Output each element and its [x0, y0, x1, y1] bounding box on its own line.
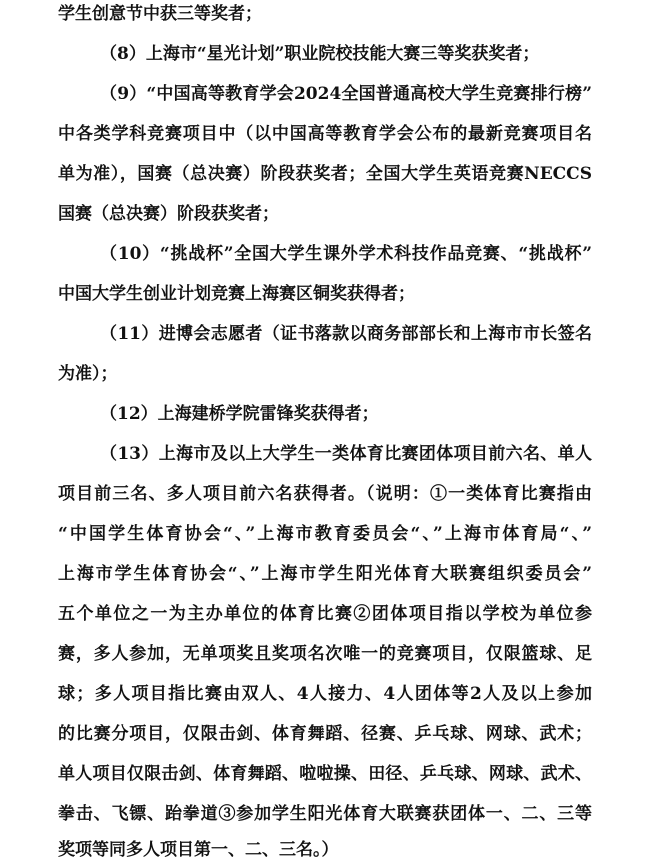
text-line: 国赛（总决赛）阶段获奖者；	[58, 204, 279, 224]
text-line: 奖项等同多人项目第一、二、三名。）	[58, 840, 339, 860]
list-item-12: （12）上海建桥学院雷锋奖获得者；	[100, 404, 379, 424]
text-line: 球；多人项目指比赛由双人、4人接力、4人团体等2人及以上参加	[58, 684, 592, 704]
text-line: 为准）；	[58, 364, 118, 384]
text-line: 中各类学科竞赛项目中（以中国高等教育学会公布的最新竞赛项目名	[58, 124, 592, 144]
text-line: 单为准），国赛（总决赛）阶段获奖者；全国大学生英语竞赛NECCS	[58, 164, 592, 184]
text-line: 中国大学生创业计划竞赛上海赛区铜奖获得者；	[58, 284, 415, 304]
text-line: 的比赛分项目，仅限击剑、体育舞蹈、径赛、乒乓球、网球、武术；	[58, 724, 592, 744]
list-item-13: （13）上海市及以上大学生一类体育比赛团体项目前六名、单人	[100, 444, 592, 464]
text-line: “中国学生体育协会“、”上海市教育委员会“、”上海市体育局“、”	[58, 524, 592, 544]
list-item-8: （8）上海市“星光计划”职业院校技能大赛三等奖获奖者；	[100, 44, 540, 64]
text-line: 拳击、飞镖、跆拳道③参加学生阳光体育大联赛获团体一、二、三等	[58, 804, 592, 824]
text-line: 上海市学生体育协会“、”上海市学生阳光体育大联赛组织委员会”	[58, 564, 592, 584]
list-item-11: （11）进博会志愿者（证书落款以商务部部长和上海市市长签名	[100, 324, 592, 344]
text-line: 赛，多人参加，无单项奖且奖项名次唯一的竞赛项目，仅限篮球、足	[58, 644, 592, 664]
text-line: 项目前三名、多人项目前六名获得者。（说明：①一类体育比赛指由	[58, 484, 592, 504]
text-line: 五个单位之一为主办单位的体育比赛②团体项目指以学校为单位参	[58, 604, 592, 624]
text-line: 单人项目仅限击剑、体育舞蹈、啦啦操、田径、乒乓球、网球、武术、	[58, 764, 592, 784]
text-line: 学生创意节中获三等奖者；	[58, 4, 262, 24]
list-item-10: （10）“挑战杯”全国大学生课外学术科技作品竞赛、“挑战杯”	[100, 244, 592, 264]
list-item-9: （9）“中国高等教育学会2024全国普通高校大学生竞赛排行榜”	[100, 84, 592, 104]
